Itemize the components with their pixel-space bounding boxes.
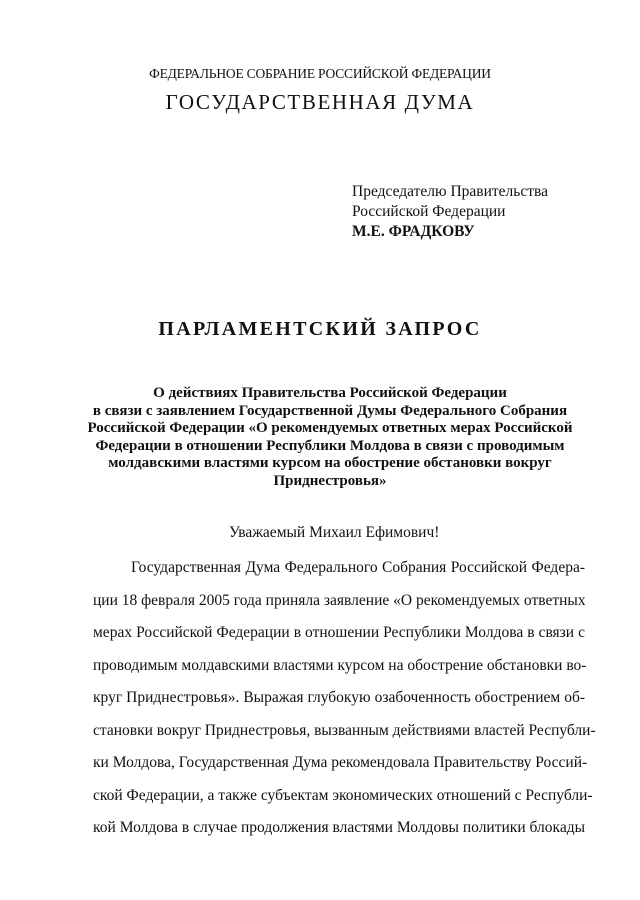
subject-line: в связи с заявлением Государственной Думы Федерального Собрания xyxy=(92,402,568,419)
body-line: мерах Российской Федерации в отношении Республики Молдова в связи с xyxy=(93,624,585,641)
salutation: Уважаемый Михаил Ефимович! xyxy=(229,524,440,541)
subject-line: Российской Федерации «О рекомендуемых ответных мерах Российской xyxy=(87,420,573,436)
subject-line: молдавскими властями курсом на обострение обстановки вокруг xyxy=(108,455,552,471)
body-paragraph xyxy=(93,558,596,851)
body-line: ской Федерации, а также субъектам экономических отношений с Республи- xyxy=(93,786,593,804)
chamber-header: ГОСУДАРСТВЕННАЯ ДУМА xyxy=(165,90,475,114)
addressee-line: Председателю Правительства xyxy=(352,183,548,200)
subject-line: О действиях Правительства Российской Федерации xyxy=(153,385,507,401)
body-line: ции 18 февраля 2005 года приняла заявление «О рекомендуемых ответных xyxy=(93,591,586,609)
organization-header: ФЕДЕРАЛЬНОЕ СОБРАНИЕ РОССИЙСКОЙ ФЕДЕРАЦИИ xyxy=(149,66,491,81)
subject-line: Федерации в отношении Республики Молдова в связи с проводимым xyxy=(95,437,565,454)
addressee-line: Российской Федерации xyxy=(352,203,506,220)
body-line: проводимым молдавскими властями курсом на обострение обстановки во- xyxy=(93,656,587,674)
body-line: круг Приднестровья». Выражая глубокую озабоченность обострением об- xyxy=(93,689,585,706)
body-line: кой Молдова в случае продолжения властями Молдовы политики блокады xyxy=(93,819,585,836)
addressee-name: М.Е. ФРАДКОВУ xyxy=(352,223,475,240)
body-line: Государственная Дума Федерального Собрания Российской Федера- xyxy=(131,559,585,576)
addressee-block xyxy=(352,182,548,242)
body-line: ки Молдова, Государственная Дума рекомендовала Правительству Россий- xyxy=(93,754,588,771)
document-title: ПАРЛАМЕНТСКИЙ ЗАПРОС xyxy=(158,318,482,340)
body-line: становки вокруг Приднестровья, вызванным действиями властей Республи- xyxy=(93,721,596,739)
subject-line: Приднестровья» xyxy=(273,472,387,489)
subject-block xyxy=(40,385,620,490)
